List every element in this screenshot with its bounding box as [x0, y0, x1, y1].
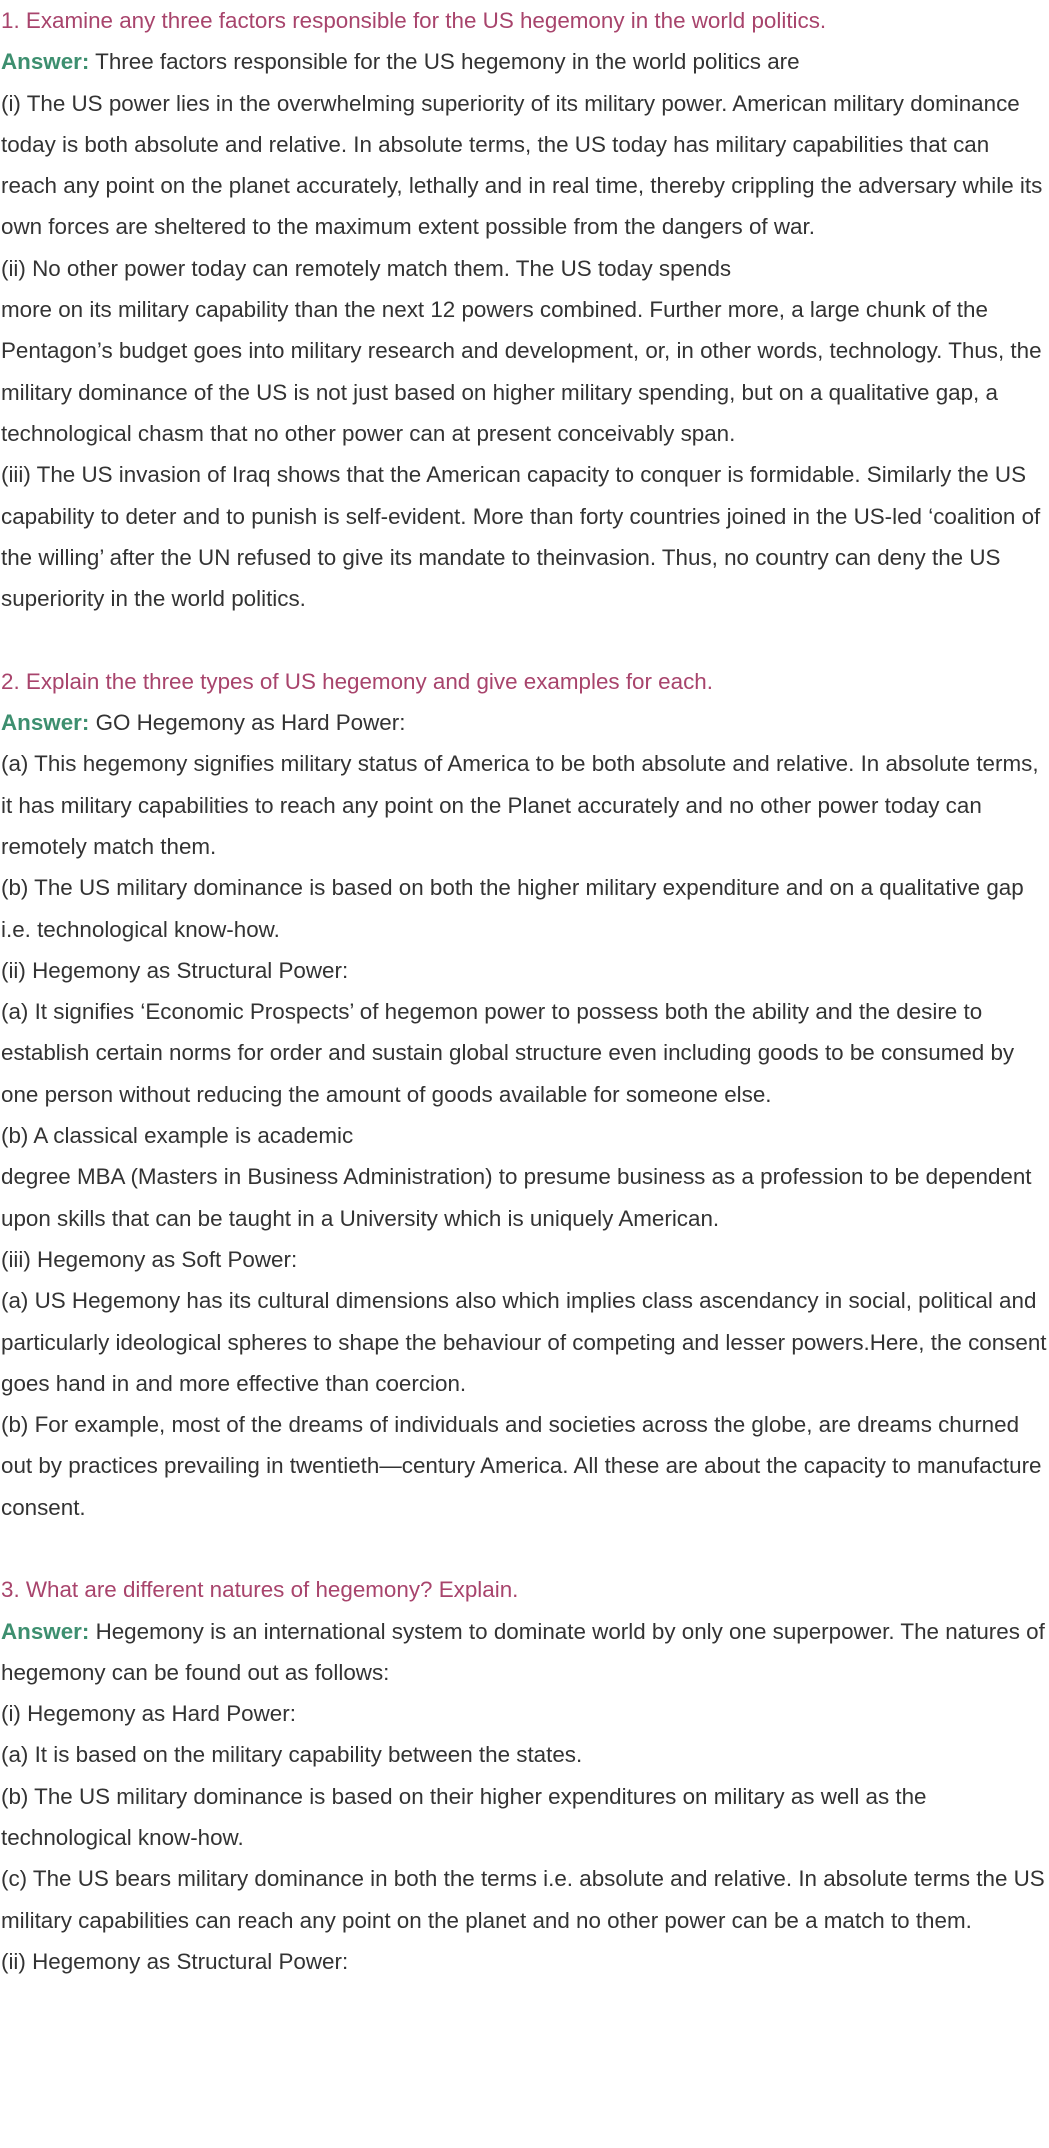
answer-paragraph: (ii) No other power today can remotely match them. The US today spends [1, 255, 732, 281]
answer-paragraph: (b) The US military dominance is based on both the higher military expenditure and on a qualitative gap i.e. technological know-how. [1, 875, 1024, 942]
answer-paragraph: (ii) Hegemony as Structural Power: [1, 957, 349, 983]
answer-paragraph: (b) For example, most of the dreams of individuals and societies across the globe, are dreams churned out by practices prevailing in twentieth—century America. All these are about the capacity to manufacture consent. [1, 1412, 1042, 1520]
answer-paragraph: (ii) Hegemony as Structural Power: [1, 1948, 349, 1974]
question-1-heading: 1. Examine any three factors responsible for the US hegemony in the world politics. [1, 8, 827, 33]
answer-2-intro [1, 702, 1049, 743]
section-spacer [1, 619, 1049, 660]
question-3-heading: 3. What are different natures of hegemony? Explain. [1, 1577, 519, 1603]
answer-1-intro [1, 41, 1049, 82]
answer-paragraph: (a) This hegemony signifies military status of America to be both absolute and relative. In absolute terms, it has military capabilities to reach any point on the Planet accurately and no other power today can remotely match them. [1, 751, 1039, 859]
answer-paragraph: (b) A classical example is academic [1, 1123, 354, 1149]
answer-paragraph: (i) The US power lies in the overwhelming superiority of its military power. American military dominance today is both absolute and relative. In absolute terms, the US today has military capabilities that can reach any point on the planet accurately, lethally and in real time, thereby crippling the adversary while its own forces are sheltered to the maximum extent possible from the dangers of war. [1, 90, 1043, 240]
answer-paragraph: (iii) The US invasion of Iraq shows that the American capacity to conquer is formidable. Similarly the US capability to deter and to punish is self-evident. More than forty countries joined in the US-led ‘coalition of the willing’ after the UN refused to give its mandate to theinvasion. Thus, no country can deny the US superiority in the world politics. [1, 462, 1041, 612]
answer-intro-text: GO Hegemony as Hard Power: [89, 710, 406, 736]
answer-paragraph: (a) It is based on the military capability between the states. [1, 1742, 583, 1768]
answer-paragraph: (a) It signifies ‘Economic Prospects’ of hegemon power to possess both the ability and the desire to establish certain norms for order and sustain global structure even including goods to be consumed by one person without reducing the amount of goods available for someone else. [1, 999, 1015, 1107]
answer-intro-text: Three factors responsible for the US hegemony in the world politics are [89, 49, 800, 75]
answer-paragraph: (i) Hegemony as Hard Power: [1, 1701, 296, 1727]
answer-paragraph: (a) US Hegemony has its cultural dimensions also which implies class ascendancy in social, political and particularly ideological spheres to shape the behaviour of competing and lesser powers.Here, the consent goes hand in and more effective than coercion. [1, 1288, 1047, 1396]
question-2-section [1, 661, 1049, 1528]
answer-label: Answer: [1, 710, 90, 736]
answer-paragraph: degree MBA (Masters in Business Administration) to presume business as a profession to be dependent upon skills that can be taught in a University which is uniquely American. [1, 1164, 1032, 1231]
answer-3-intro [1, 1611, 1049, 1694]
answer-label: Answer: [1, 49, 90, 75]
answer-paragraph: (c) The US bears military dominance in both the terms i.e. absolute and relative. In absolute terms the US military capabilities can reach any point on the planet and no other power can be a match to them. [1, 1866, 1045, 1933]
question-3-section [1, 1569, 1049, 1982]
question-1-section [1, 0, 1049, 619]
answer-label: Answer: [1, 1618, 90, 1644]
answer-intro-text: Hegemony is an international system to dominate world by only one superpower. The natures of hegemony can be found out as follows: [1, 1618, 1045, 1685]
answer-paragraph: (b) The US military dominance is based on their higher expenditures on military as well as the technological know-how. [1, 1783, 927, 1851]
answer-paragraph: (iii) Hegemony as Soft Power: [1, 1246, 298, 1272]
question-2-heading: 2. Explain the three types of US hegemony and give examples for each. [1, 668, 713, 694]
answer-paragraph: more on its military capability than the next 12 powers combined. Further more, a large chunk of the Pentagon’s budget goes into military research and development, or, in other words, technology. Thus, the military dominance of the US is not just based on higher military spending, but on a qualitative gap, a technological chasm that no other power can at present conceivably span. [1, 297, 1042, 446]
section-spacer [1, 1528, 1049, 1569]
